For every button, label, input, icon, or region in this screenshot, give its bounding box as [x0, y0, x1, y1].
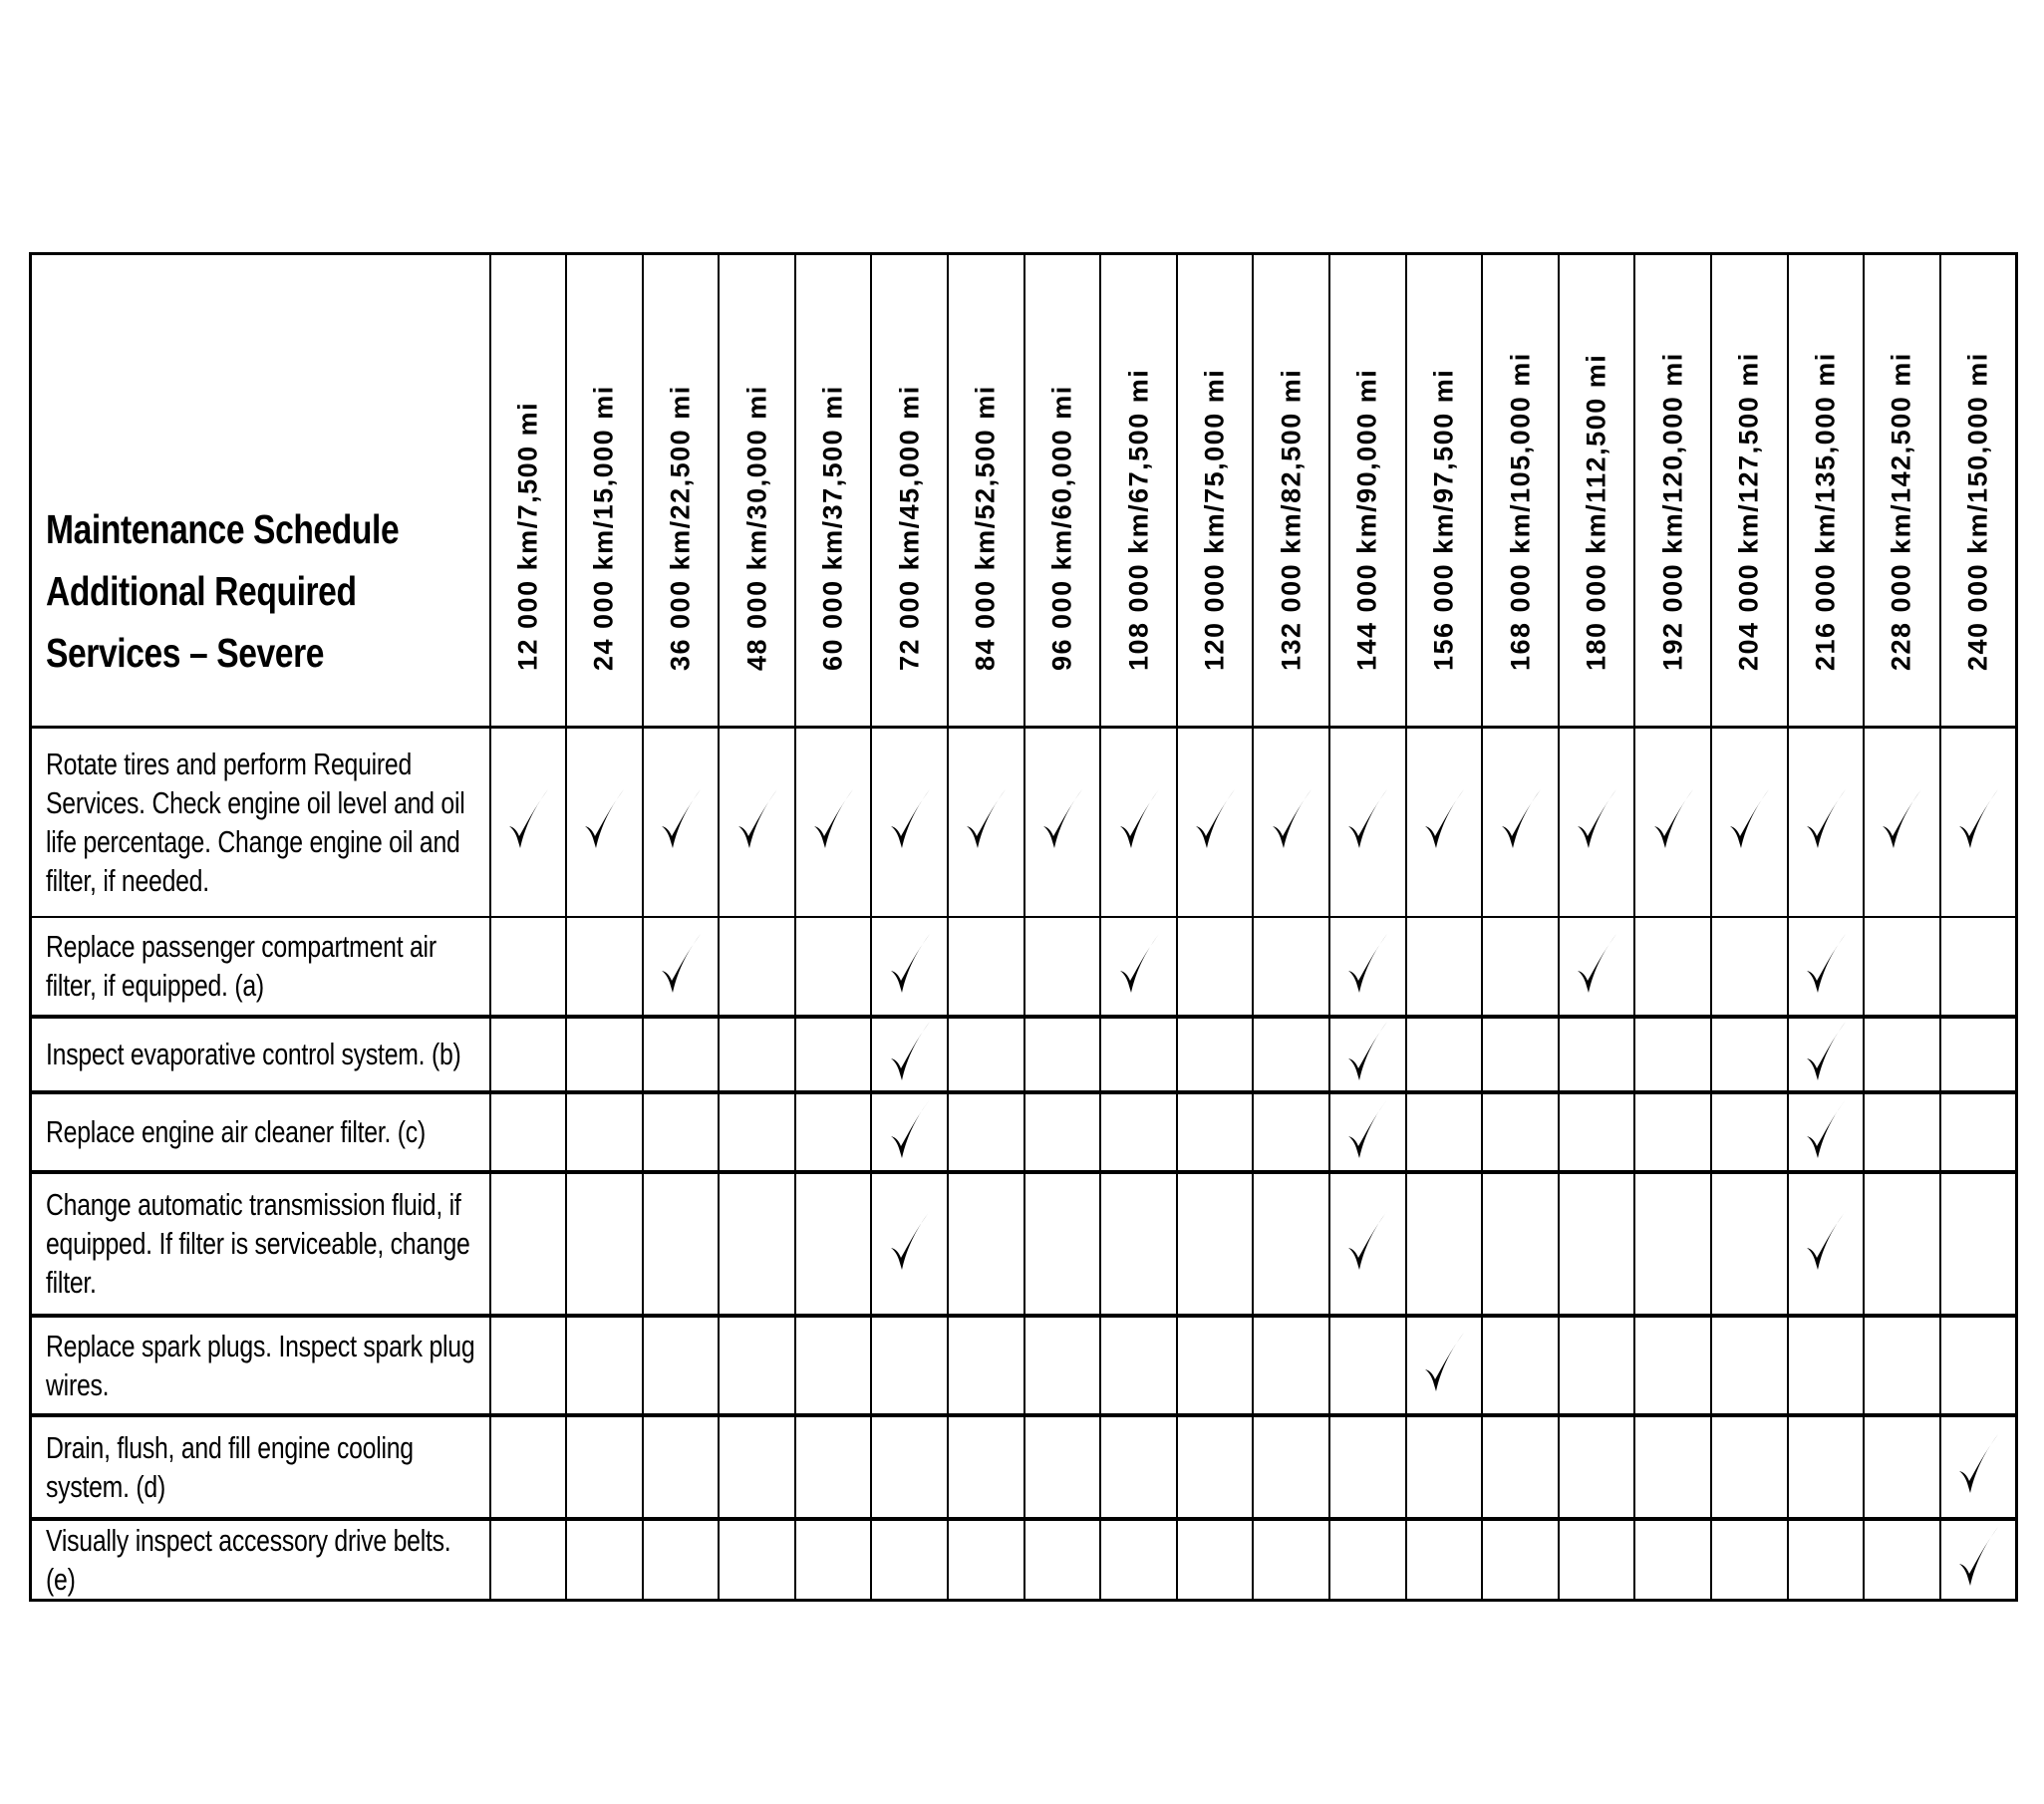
schedule-cell [1329, 1092, 1406, 1172]
schedule-cell [1940, 728, 2017, 917]
service-description: Inspect evaporative control system. (b) [46, 1037, 461, 1071]
interval-label: 48 000 km/30,000 mi [741, 385, 772, 671]
schedule-cell [1711, 917, 1788, 1017]
check-mark-icon [1345, 786, 1389, 852]
schedule-cell [719, 1316, 795, 1415]
interval-header-15 [1559, 254, 1635, 728]
schedule-cell [1940, 1316, 2017, 1415]
schedule-cell [1406, 1316, 1483, 1415]
schedule-cell [948, 1172, 1024, 1316]
schedule-cell [490, 1092, 567, 1172]
interval-label: 96 000 km/60,000 mi [1046, 385, 1077, 671]
schedule-cell [1253, 1415, 1329, 1519]
check-mark-icon [1345, 931, 1389, 997]
schedule-cell [1482, 728, 1559, 917]
schedule-cell [1253, 1519, 1329, 1601]
check-mark-icon [1804, 931, 1848, 997]
interval-label: 180 000 km/112,500 mi [1581, 353, 1611, 671]
schedule-cell [719, 1415, 795, 1519]
schedule-cell [1024, 1415, 1101, 1519]
schedule-cell [1100, 1316, 1177, 1415]
check-mark-icon [1956, 786, 2000, 852]
schedule-cell [871, 728, 948, 917]
interval-label: 168 000 km/105,000 mi [1505, 352, 1536, 671]
schedule-cell [1788, 1316, 1865, 1415]
check-mark-icon [1117, 786, 1161, 852]
schedule-cell [1329, 728, 1406, 917]
schedule-cell [1864, 1519, 1940, 1601]
check-mark-icon [811, 786, 855, 852]
schedule-cell [1482, 1316, 1559, 1415]
check-mark-icon [888, 1096, 932, 1162]
schedule-cell [1559, 1017, 1635, 1092]
interval-header-4 [719, 254, 795, 728]
schedule-cell [1329, 1415, 1406, 1519]
check-mark-icon [1575, 931, 1618, 997]
schedule-cell [1406, 1092, 1483, 1172]
interval-header-9 [1100, 254, 1177, 728]
schedule-cell [1100, 728, 1177, 917]
schedule-cell [643, 917, 720, 1017]
schedule-cell [1864, 1172, 1940, 1316]
title-line-3: Services – Severe [46, 630, 325, 676]
schedule-cell [1177, 1172, 1254, 1316]
schedule-cell [490, 1017, 567, 1092]
interval-header-20 [1940, 254, 2017, 728]
schedule-cell [1177, 1415, 1254, 1519]
schedule-cell [643, 1316, 720, 1415]
schedule-cell [643, 1519, 720, 1601]
service-description: Rotate tires and perform Required Services. Check engine oil level and oil life percentage. Change engine oil and filter, if needed. [46, 746, 465, 898]
schedule-cell [1482, 917, 1559, 1017]
schedule-cell [795, 728, 872, 917]
table-row [31, 1172, 2017, 1316]
interval-header-row [31, 254, 2017, 728]
schedule-cell [1406, 1415, 1483, 1519]
schedule-cell [1559, 728, 1635, 917]
schedule-cell [1406, 1172, 1483, 1316]
service-description-cell [31, 917, 490, 1017]
schedule-cell [1253, 1092, 1329, 1172]
interval-label: 120 000 km/75,000 mi [1199, 368, 1230, 671]
check-mark-icon [1499, 786, 1543, 852]
schedule-cell [1100, 1519, 1177, 1601]
schedule-cell [1024, 1092, 1101, 1172]
schedule-cell [1177, 1519, 1254, 1601]
interval-label: 12 000 km/7,500 mi [512, 401, 543, 671]
schedule-cell [1711, 1092, 1788, 1172]
schedule-cell [1024, 1172, 1101, 1316]
service-description-cell [31, 1519, 490, 1601]
check-mark-icon [888, 786, 932, 852]
schedule-cell [948, 1316, 1024, 1415]
interval-header-10 [1177, 254, 1254, 728]
schedule-cell [871, 1519, 948, 1601]
schedule-cell [1634, 1172, 1711, 1316]
interval-label: 72 000 km/45,000 mi [894, 385, 925, 671]
schedule-cell [948, 1017, 1024, 1092]
schedule-cell [719, 1017, 795, 1092]
schedule-cell [1329, 1316, 1406, 1415]
check-mark-icon [1422, 786, 1466, 852]
interval-label: 144 000 km/90,000 mi [1351, 368, 1382, 671]
interval-label: 108 000 km/67,500 mi [1123, 368, 1154, 671]
check-mark-icon [659, 786, 703, 852]
schedule-cell [1711, 1017, 1788, 1092]
schedule-cell [1406, 917, 1483, 1017]
interval-header-17 [1711, 254, 1788, 728]
schedule-cell [643, 1415, 720, 1519]
interval-header-5 [795, 254, 872, 728]
service-description: Replace spark plugs. Inspect spark plug wires. [46, 1328, 475, 1402]
table-title [31, 254, 490, 728]
schedule-cell [1482, 1092, 1559, 1172]
schedule-cell [795, 1172, 872, 1316]
schedule-cell [1634, 728, 1711, 917]
interval-label: 132 000 km/82,500 mi [1276, 368, 1307, 671]
schedule-cell [1634, 1092, 1711, 1172]
check-mark-icon [1804, 1096, 1848, 1162]
table-row [31, 1415, 2017, 1519]
schedule-cell [1253, 1316, 1329, 1415]
schedule-cell [1177, 1092, 1254, 1172]
interval-label: 60 000 km/37,500 mi [817, 385, 848, 671]
table-row [31, 1092, 2017, 1172]
schedule-cell [1634, 1519, 1711, 1601]
schedule-cell [1634, 1415, 1711, 1519]
title-line-2: Additional Required [46, 568, 357, 614]
schedule-cell [948, 728, 1024, 917]
schedule-cell [643, 1017, 720, 1092]
check-mark-icon [964, 786, 1008, 852]
service-description: Drain, flush, and fill engine cooling system. (d) [46, 1429, 414, 1504]
schedule-cell [1024, 1316, 1101, 1415]
schedule-cell [719, 1092, 795, 1172]
schedule-cell [719, 917, 795, 1017]
schedule-cell [1788, 1017, 1865, 1092]
service-description: Change automatic transmission fluid, if equipped. If filter is serviceable, change filter. [46, 1187, 470, 1300]
schedule-cell [1482, 1172, 1559, 1316]
schedule-cell [948, 1415, 1024, 1519]
check-mark-icon [1727, 786, 1771, 852]
schedule-cell [1864, 1415, 1940, 1519]
schedule-cell [1024, 1017, 1101, 1092]
schedule-cell [871, 1092, 948, 1172]
schedule-cell [795, 1017, 872, 1092]
schedule-cell [566, 1316, 643, 1415]
schedule-cell [1788, 917, 1865, 1017]
interval-label: 36 000 km/22,500 mi [665, 385, 696, 671]
schedule-cell [1940, 1519, 2017, 1601]
check-mark-icon [1345, 1096, 1389, 1162]
schedule-cell [871, 1172, 948, 1316]
schedule-cell [566, 1415, 643, 1519]
check-mark-icon [506, 786, 550, 852]
schedule-cell [1634, 1017, 1711, 1092]
schedule-cell [1864, 917, 1940, 1017]
schedule-cell [1559, 1172, 1635, 1316]
schedule-cell [490, 1519, 567, 1601]
schedule-cell [490, 1316, 567, 1415]
check-mark-icon [1040, 786, 1084, 852]
schedule-cell [1940, 917, 2017, 1017]
schedule-cell [719, 1172, 795, 1316]
check-mark-icon [1956, 1524, 2000, 1590]
schedule-cell [948, 1092, 1024, 1172]
interval-label: 192 000 km/120,000 mi [1657, 352, 1688, 671]
schedule-cell [566, 1017, 643, 1092]
schedule-cell [643, 1092, 720, 1172]
title-line-1: Maintenance Schedule [46, 506, 400, 552]
interval-label: 240 000 km/150,000 mi [1962, 352, 1993, 671]
service-description-cell [31, 1092, 490, 1172]
schedule-cell [1177, 728, 1254, 917]
service-description-cell [31, 1172, 490, 1316]
schedule-cell [1559, 1092, 1635, 1172]
schedule-cell [566, 728, 643, 917]
schedule-cell [1634, 917, 1711, 1017]
interval-header-7 [948, 254, 1024, 728]
interval-label: 24 000 km/15,000 mi [588, 385, 619, 671]
schedule-cell [566, 917, 643, 1017]
interval-header-2 [566, 254, 643, 728]
schedule-cell [948, 1519, 1024, 1601]
schedule-cell [1940, 1092, 2017, 1172]
schedule-cell [719, 1519, 795, 1601]
schedule-cell [566, 1172, 643, 1316]
schedule-cell [1253, 1017, 1329, 1092]
schedule-cell [1482, 1017, 1559, 1092]
schedule-cell [1100, 1415, 1177, 1519]
schedule-cell [490, 728, 567, 917]
schedule-cell [1406, 1017, 1483, 1092]
interval-label: 228 000 km/142,500 mi [1886, 352, 1916, 671]
schedule-cell [1253, 1172, 1329, 1316]
check-mark-icon [1804, 786, 1848, 852]
schedule-cell [1100, 1172, 1177, 1316]
table-row [31, 917, 2017, 1017]
check-mark-icon [1651, 786, 1695, 852]
service-description-cell [31, 728, 490, 917]
interval-header-12 [1329, 254, 1406, 728]
schedule-cell [1940, 1172, 2017, 1316]
schedule-cell [1788, 1092, 1865, 1172]
table-row [31, 728, 2017, 917]
schedule-cell [1864, 1092, 1940, 1172]
check-mark-icon [735, 786, 779, 852]
schedule-cell [1177, 917, 1254, 1017]
check-mark-icon [1345, 1019, 1389, 1084]
interval-header-14 [1482, 254, 1559, 728]
check-mark-icon [1575, 786, 1618, 852]
interval-header-6 [871, 254, 948, 728]
schedule-cell [1406, 1519, 1483, 1601]
check-mark-icon [582, 786, 626, 852]
schedule-cell [1788, 728, 1865, 917]
schedule-cell [1482, 1519, 1559, 1601]
schedule-cell [1253, 728, 1329, 917]
check-mark-icon [1117, 931, 1161, 997]
schedule-cell [1100, 1092, 1177, 1172]
service-description-cell [31, 1017, 490, 1092]
check-mark-icon [1422, 1330, 1466, 1395]
schedule-cell [490, 917, 567, 1017]
check-mark-icon [1345, 1208, 1389, 1274]
interval-header-19 [1864, 254, 1940, 728]
schedule-cell [1940, 1017, 2017, 1092]
schedule-cell [1329, 1172, 1406, 1316]
schedule-cell [871, 917, 948, 1017]
schedule-cell [948, 917, 1024, 1017]
schedule-cell [490, 1172, 567, 1316]
schedule-cell [1559, 1519, 1635, 1601]
interval-header-13 [1406, 254, 1483, 728]
interval-label: 84 000 km/52,500 mi [970, 385, 1001, 671]
schedule-cell [1634, 1316, 1711, 1415]
schedule-cell [1711, 728, 1788, 917]
schedule-cell [1711, 1172, 1788, 1316]
schedule-cell [795, 1415, 872, 1519]
schedule-cell [795, 917, 872, 1017]
schedule-cell [1482, 1415, 1559, 1519]
schedule-cell [1024, 917, 1101, 1017]
table-row [31, 1316, 2017, 1415]
schedule-cell [1788, 1519, 1865, 1601]
schedule-cell [1559, 1415, 1635, 1519]
schedule-cell [719, 728, 795, 917]
interval-header-1 [490, 254, 567, 728]
interval-header-18 [1788, 254, 1865, 728]
schedule-cell [871, 1316, 948, 1415]
schedule-cell [1329, 1519, 1406, 1601]
schedule-cell [566, 1519, 643, 1601]
check-mark-icon [888, 1019, 932, 1084]
schedule-cell [871, 1017, 948, 1092]
schedule-cell [1024, 1519, 1101, 1601]
schedule-cell [1788, 1172, 1865, 1316]
schedule-cell [1711, 1519, 1788, 1601]
schedule-cell [871, 1415, 948, 1519]
schedule-cell [1329, 1017, 1406, 1092]
schedule-cell [1177, 1017, 1254, 1092]
schedule-cell [795, 1316, 872, 1415]
schedule-cell [490, 1415, 567, 1519]
service-description: Replace engine air cleaner filter. (c) [46, 1114, 426, 1149]
schedule-cell [1711, 1316, 1788, 1415]
check-mark-icon [1804, 1208, 1848, 1274]
schedule-cell [1559, 917, 1635, 1017]
interval-label: 156 000 km/97,500 mi [1428, 368, 1459, 671]
schedule-cell [1940, 1415, 2017, 1519]
schedule-cell [1253, 917, 1329, 1017]
schedule-cell [1559, 1316, 1635, 1415]
interval-header-3 [643, 254, 720, 728]
check-mark-icon [1804, 1019, 1848, 1084]
schedule-cell [1864, 1316, 1940, 1415]
service-description-cell [31, 1415, 490, 1519]
service-description: Visually inspect accessory drive belts. (e) [46, 1522, 451, 1597]
interval-label: 204 000 km/127,500 mi [1733, 352, 1764, 671]
schedule-cell [1329, 917, 1406, 1017]
schedule-cell [566, 1092, 643, 1172]
schedule-cell [795, 1092, 872, 1172]
interval-label: 216 000 km/135,000 mi [1810, 352, 1841, 671]
schedule-cell [1864, 728, 1940, 917]
schedule-cell [1864, 1017, 1940, 1092]
interval-header-8 [1024, 254, 1101, 728]
table-row [31, 1017, 2017, 1092]
interval-header-11 [1253, 254, 1329, 728]
check-mark-icon [1270, 786, 1314, 852]
check-mark-icon [1193, 786, 1237, 852]
schedule-cell [643, 1172, 720, 1316]
check-mark-icon [888, 931, 932, 997]
schedule-cell [1406, 728, 1483, 917]
check-mark-icon [888, 1208, 932, 1274]
schedule-cell [1177, 1316, 1254, 1415]
schedule-cell [643, 728, 720, 917]
schedule-cell [1711, 1415, 1788, 1519]
check-mark-icon [1956, 1431, 2000, 1497]
service-description: Replace passenger compartment air filter, if equipped. (a) [46, 929, 437, 1003]
schedule-cell [1100, 1017, 1177, 1092]
schedule-cell [1788, 1415, 1865, 1519]
schedule-cell [1024, 728, 1101, 917]
interval-header-16 [1634, 254, 1711, 728]
check-mark-icon [659, 931, 703, 997]
service-description-cell [31, 1316, 490, 1415]
schedule-cell [1100, 917, 1177, 1017]
schedule-cell [795, 1519, 872, 1601]
table-row [31, 1519, 2017, 1601]
check-mark-icon [1880, 786, 1923, 852]
maintenance-schedule-table [29, 252, 2018, 1602]
